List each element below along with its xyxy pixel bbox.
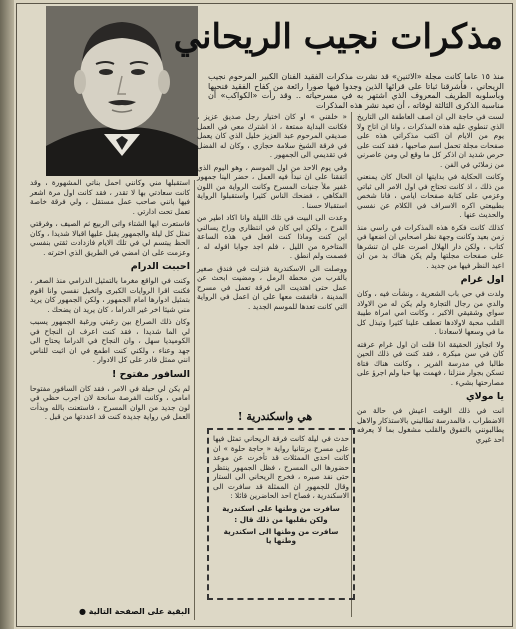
paragraph: لم يكن لي حيلة في الامر ، فقد كان السافور مفتوحا امامي ، وكانت الفرصة سانحة لان اجرب حظي في لون جديد من الوان المسرح ، فاستعنت بالله وبدأت العمل في رواية جديدة كنت قد اعددتها من قبل . [30, 383, 190, 421]
paragraph: وفي يوم الاحد من اول الموسم ، وهو اليوم الذي اتفقنا على ان نبدأ فيه العمل ، حضر الينا جمهور غفير ملأ جنبات المسرح وكانت الرواية من اللون الفكاهي ، فضحك الناس كثيرا واستقبلوا الرواية استقبالا حسنا . [197, 162, 347, 210]
paragraph: ووصلت الى الاسكندرية فنزلت في فندق صغير بالقرب من محطة الرمل ، ومضيت ابحث عن عمل حتى اهتديت الى فرقة تعمل في مسرح المدينة ، فاتفقت معها على ان اعمل في الرواية التي كانت تعدها للموسم الجديد . [197, 263, 347, 311]
paragraph: وكنت في الواقع مغرما بالتمثيل الدرامي منذ الصغر ، فكنت اقرا الروايات الكبرى واتخيل نفسي وانا اقوم بتمثيل ادوارها امام الجمهور ، ولكن الجمهور كان يريد مني شيئا اخر غير الدراما ، كان يريد ان يضحك . [30, 276, 190, 314]
paragraph: لست في حاجة الى ان اصف العاطفة الى التاريخ الذي تنطوي عليه هذه المذكرات ، وانا ان اتاح ولا يوم من الايام ان اكتب مذكراتي هذه على صفحات مجلة تحمل اسم صاحبها ، فقد كنت على حرص شديد ان اذكر كل ما وقع لي ومن عاصرني من زملائي في الفن . [357, 112, 504, 169]
verse-line: ولكن بقلبها من ذلك قال : [234, 515, 328, 524]
paragraph: كذلك كانت فكرة هذه المذكرات في راسي منذ زمن بعيد وكانت وجهة نظر اصحابي ان اضعها في كتاب ، ولكن دار الهلال اصرت على ان تنشرها على صفحات مجلتها ولم يكن هناك بد من ان اعيد النظر فيها من جديد . [357, 222, 504, 270]
column-left [30, 178, 190, 603]
verse-line: سافرت من وطنها الى اسكندرية وطنها يا [223, 526, 339, 545]
article-title: مذكرات نجيب الريحاني [173, 17, 503, 57]
column-rule [194, 180, 195, 620]
continued-note: البقية على الصفحة التالية ● [79, 607, 190, 616]
paragraph: ولا اتجاوز الحقيقة اذا قلت ان اول غرام عرفته كان في سن مبكرة ، فقد كنت في ذلك الحين طالبا في مدرسة الفرير ، وكانت هناك فتاة تسكن بجوار منزلنا ، فهمت بها حبا ولم اجرؤ على مصارحتها بشيء . [357, 339, 504, 387]
section-heading: السافور مفتوح ! [111, 368, 190, 380]
paragraph: وكانت الحكاية في بدايتها ان الحال كان يمنعني من ذلك ، اذ كانت تحتاج في اول الامر الى ثباتي وعزمي على كتابة صفحات ايامي ، فانا شخص بطبيعتي اكره الاسراف في الكلام عن نفسي والحديث عنها . [357, 172, 504, 219]
section-heading: اول غرام [460, 274, 504, 285]
paragraph: انت في ذلك الوقت اعيش في حالة من الاضطراب ، فالمدرسة تطالبني بالاستذكار والاهل يطالبونني بالتفوق والقلب مشغول بما لا يعرفه احد غيري [357, 406, 504, 444]
paragraph: « خلقني » او كان اختيار رجل صديق عزيز ، فكانت البداية ممتعة ، اذ اشترك معي في العمل صديقي المرحوم عبد العزيز خليل الذي كان يعمل في فرقة الشيخ سلامة حجازي ، وكان له الفضل في تقديمي الى الجمهور . [197, 112, 347, 159]
paragraph: وعدت الى البيت في تلك الليلة وانا اكاد اطير من الفرح ، ولكن ابي كان في انتظاري وراح يسالني اين كنت وماذا كنت افعل في هذه الساعة المتاخرة من الليل ، فلم اجد جوابا اقوله له ، فصمت ولم انطق . [197, 213, 347, 260]
article-intro: منذ ١٥ عاما كانت مجلة «الاثنين» قد نشرت مذكرات الفقيد الفنان الكبير المرحوم نجيب الريحاني ، فأشرقنا ثباتا على قرائها الذين وجدوا فيها صورا رائعة من كفاح الفقيد فنحيها وبأسلوبه الطريف المعروف الذي اشتهر به في مسرحياته .. وقد رأت «الكواكب» أن مناسبة الذكرى الثالثة لوفاته ، أن تعيد نشر هذه المذكرات [208, 72, 504, 110]
paragraph: وكان ذلك الصراع بين رغبتي ورغبة الجمهور يسبب لي الما شديدا ، فقد كنت اعرف ان النجاح في الكوميديا سهل ، وان النجاح في الدراما يحتاج الى جهد وعناء ، ولكني كنت اطمع في ان اثبت للناس انني ممثل قادر على كل الادوار . [30, 317, 190, 364]
column-middle [197, 112, 347, 404]
column-right [357, 112, 504, 617]
box-text: حدث في ليلة كانت فرقة الريحاني تمثل فيها على مسرح برنتانيا رواية « حاجة حلوة » ان كانت احدى الممثلات قد تأخرت عن موعد حضورها الى المسرح ، فظل الجمهور ينتظر حتى نفد صبره ، فخرج الريحاني الى الستار وقال للجمهور ان الممثلة قد سافرت الى الاسكندرية ، فصاح احد الحاضرين قائلا : [213, 434, 349, 500]
anecdote-box [207, 428, 355, 600]
page-binding [0, 0, 14, 629]
box-title: هي واسكندرية ! [237, 410, 313, 423]
verse-line: سافرت من وطنها على اسكندرية [222, 503, 340, 513]
paragraph: فاستعرت ايها الشتاء واتى الربيع ثم الصيف ، وفرقتي تمثل كل ليلة والجمهور يقبل عليها اقبالا شديدا ، وكان الحظ يبتسم لي في تلك الايام فازدادت ثقتي بنفسي وعزمت على ان امضي في الطريق الذي اخترته . [30, 219, 190, 257]
paragraph: استقبلها مني وكانني احمل بناتي المشهورة ، وقد كانت سعادتي بها لا تقدر ، فقد كانت اول مرة اشعر فيها بانني صاحب عمل مستقل ، ولي فرقة خاصة تعمل تحت ادارتي . [30, 178, 190, 216]
section-heading: احببت الدرام [130, 261, 190, 272]
section-heading: يا مولاي [465, 391, 504, 402]
paragraph: ولدت في حي باب الشعرية ، ونشأت فيه ، وكان والدي من رجال التجارة ولم يكن له من الاولاد سواي وشقيقي الاكبر ، وكانت امي امراة طيبة القلب محبة لاولادها تعطف علينا كثيرا وتبذل كل ما في وسعها لاسعادنا . [357, 289, 504, 336]
